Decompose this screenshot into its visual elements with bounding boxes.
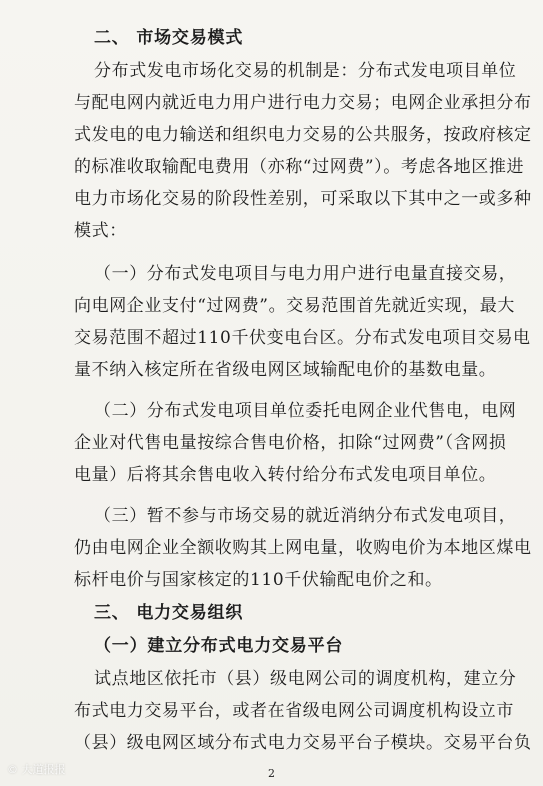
watermark: © 大道报报 [7, 763, 66, 776]
paragraph-line: 分布式发电市场化交易的机制是：分布式发电项目单位 [94, 61, 517, 81]
item-1-line: 交易范围不超过110千伏变电台区。分布式发电项目交易电 [74, 328, 531, 348]
section-3-subtitle: （一）建立分布式电力交易平台 [94, 636, 344, 656]
paragraph-line: 的标准收取输配电费用（亦称“过网费”）。考虑各地区推进 [74, 157, 525, 177]
section-3-title: 三、 电力交易组织 [94, 603, 244, 623]
item-3-line: 标杆电价与国家核定的110千伏输配电价之和。 [74, 570, 443, 590]
item-2-line: （二）分布式发电项目单位委托电网企业代售电，电网 [94, 401, 517, 421]
item-1-line: 向电网企业支付“过网费”。交易范围首先就近实现，最大 [74, 296, 515, 316]
item-2-line: 电量）后将其余售电收入转付给分布式发电项目单位。 [74, 465, 497, 485]
page-number: 2 [268, 767, 275, 780]
section-3-line: 布式电力交易平台，或者在省级电网公司调度机构设立市 [74, 701, 514, 721]
paragraph-line: 式发电的电力输送和组织电力交易的公共服务，按政府核定 [74, 125, 532, 145]
item-3-line: （三）暂不参与市场交易的就近消纳分布式发电项目， [94, 506, 517, 526]
section-2-title: 二、 市场交易模式 [94, 28, 244, 48]
paragraph-line: 模式： [74, 221, 127, 241]
paragraph-line: 与配电网内就近电力用户进行电力交易；电网企业承担分布 [74, 93, 532, 113]
paragraph-line: 电力市场化交易的阶段性差别，可采取以下其中之一或多种 [74, 189, 532, 209]
section-3-line: 试点地区依托市（县）级电网公司的调度机构，建立分 [94, 669, 517, 689]
item-1-line: （一）分布式发电项目与电力用户进行电量直接交易， [94, 264, 517, 284]
section-3-line: （县）级电网区域分布式电力交易平台子模块。交易平台负 [74, 733, 532, 753]
item-3-line: 仍由电网企业全额收购其上网电量，收购电价为本地区煤电 [74, 538, 532, 558]
item-2-line: 企业对代售电量按综合售电价格，扣除“过网费”（含网损 [74, 433, 507, 453]
item-1-line: 量不纳入核定所在省级电网区域输配电价的基数电量。 [74, 360, 497, 380]
